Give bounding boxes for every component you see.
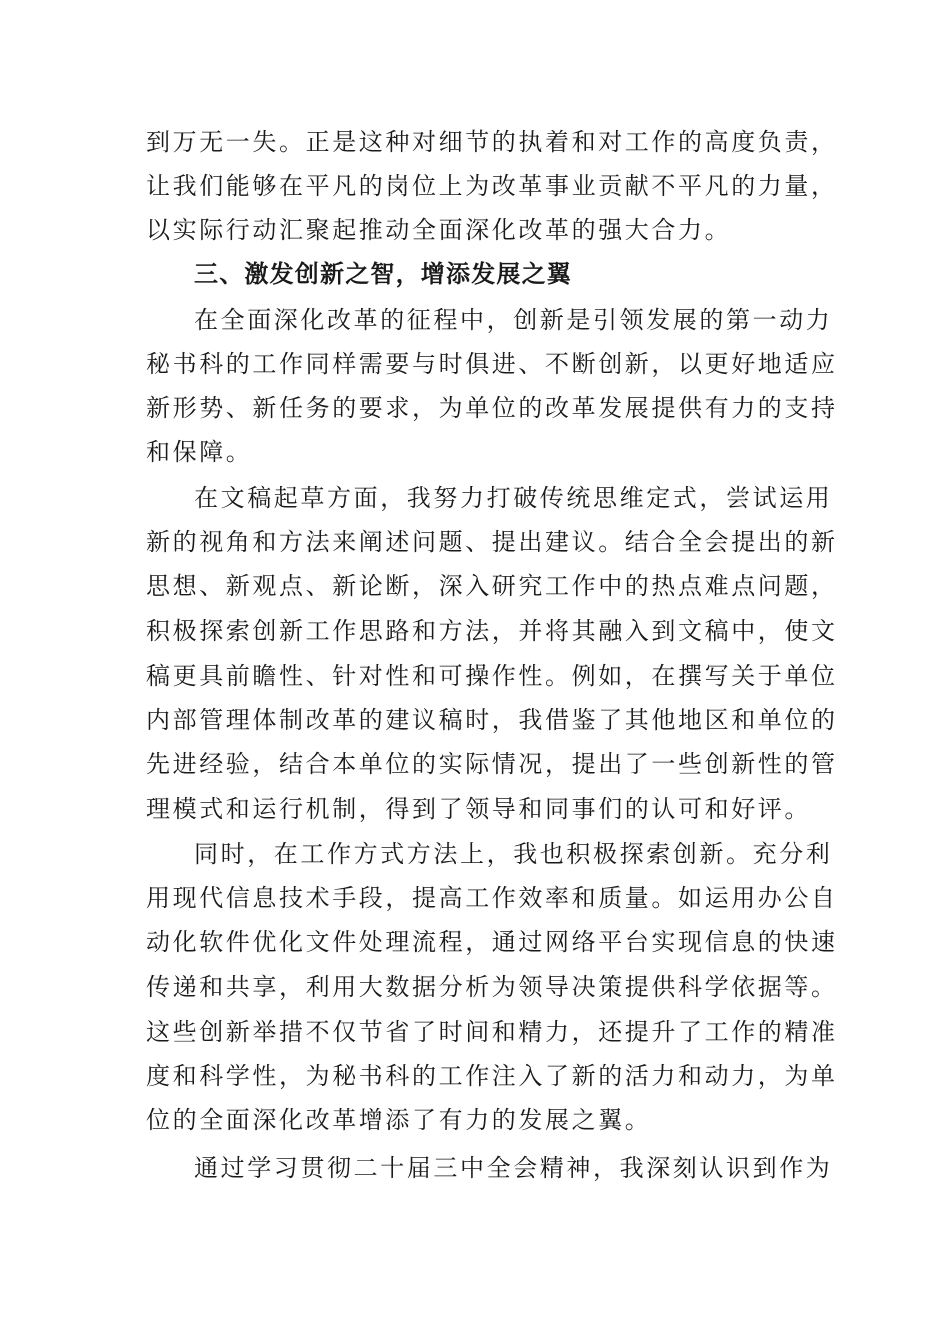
text-line: 传递和共享，利用大数据分析为领导决策提供科学依据等。 bbox=[146, 973, 838, 1001]
paragraph-first-line: 在文稿起草方面，我努力打破传统思维定式，尝试运用 bbox=[194, 484, 833, 512]
text-line: 新形势、新任务的要求，为单位的改革发展提供有力的支持 bbox=[146, 394, 838, 422]
text-line: 用现代信息技术手段，提高工作效率和质量。如运用办公自 bbox=[146, 884, 838, 912]
text-line: 稿更具前瞻性、针对性和可操作性。例如，在撰写关于单位 bbox=[146, 662, 838, 690]
section-heading: 三、激发创新之智，增添发展之翼 bbox=[194, 260, 572, 288]
text-line: 和保障。 bbox=[146, 438, 253, 466]
text-line: 让我们能够在平凡的岗位上为改革事业贡献不平凡的力量， bbox=[146, 172, 838, 200]
text-line: 先进经验，结合本单位的实际情况，提出了一些创新性的管 bbox=[146, 750, 838, 778]
text-line: 位的全面深化改革增添了有力的发展之翼。 bbox=[146, 1106, 652, 1134]
text-line: 动化软件优化文件处理流程，通过网络平台实现信息的快速 bbox=[146, 928, 838, 956]
text-line: 到万无一失。正是这种对细节的执着和对工作的高度负责， bbox=[146, 128, 838, 156]
text-line: 新的视角和方法来阐述问题、提出建议。结合全会提出的新 bbox=[146, 528, 838, 556]
text-line: 秘书科的工作同样需要与时俱进、不断创新，以更好地适应 bbox=[146, 350, 838, 378]
text-line: 以实际行动汇聚起推动全面深化改革的强大合力。 bbox=[146, 216, 732, 244]
paragraph-first-line: 通过学习贯彻二十届三中全会精神，我深刻认识到作为 bbox=[194, 1154, 833, 1182]
text-line: 思想、新观点、新论断，深入研究工作中的热点难点问题， bbox=[146, 572, 838, 600]
paragraph-first-line: 同时，在工作方式方法上，我也积极探索创新。充分利 bbox=[194, 840, 833, 868]
text-line: 理模式和运行机制，得到了领导和同事们的认可和好评。 bbox=[146, 795, 811, 823]
text-line: 度和科学性，为秘书科的工作注入了新的活力和动力，为单 bbox=[146, 1062, 838, 1090]
text-line: 内部管理体制改革的建议稿时，我借鉴了其他地区和单位的 bbox=[146, 706, 838, 734]
paragraph-first-line: 在全面深化改革的征程中，创新是引领发展的第一动力 bbox=[194, 306, 833, 334]
text-line: 积极探索创新工作思路和方法，并将其融入到文稿中，使文 bbox=[146, 617, 838, 645]
text-line: 这些创新举措不仅节省了时间和精力，还提升了工作的精准 bbox=[146, 1018, 838, 1046]
